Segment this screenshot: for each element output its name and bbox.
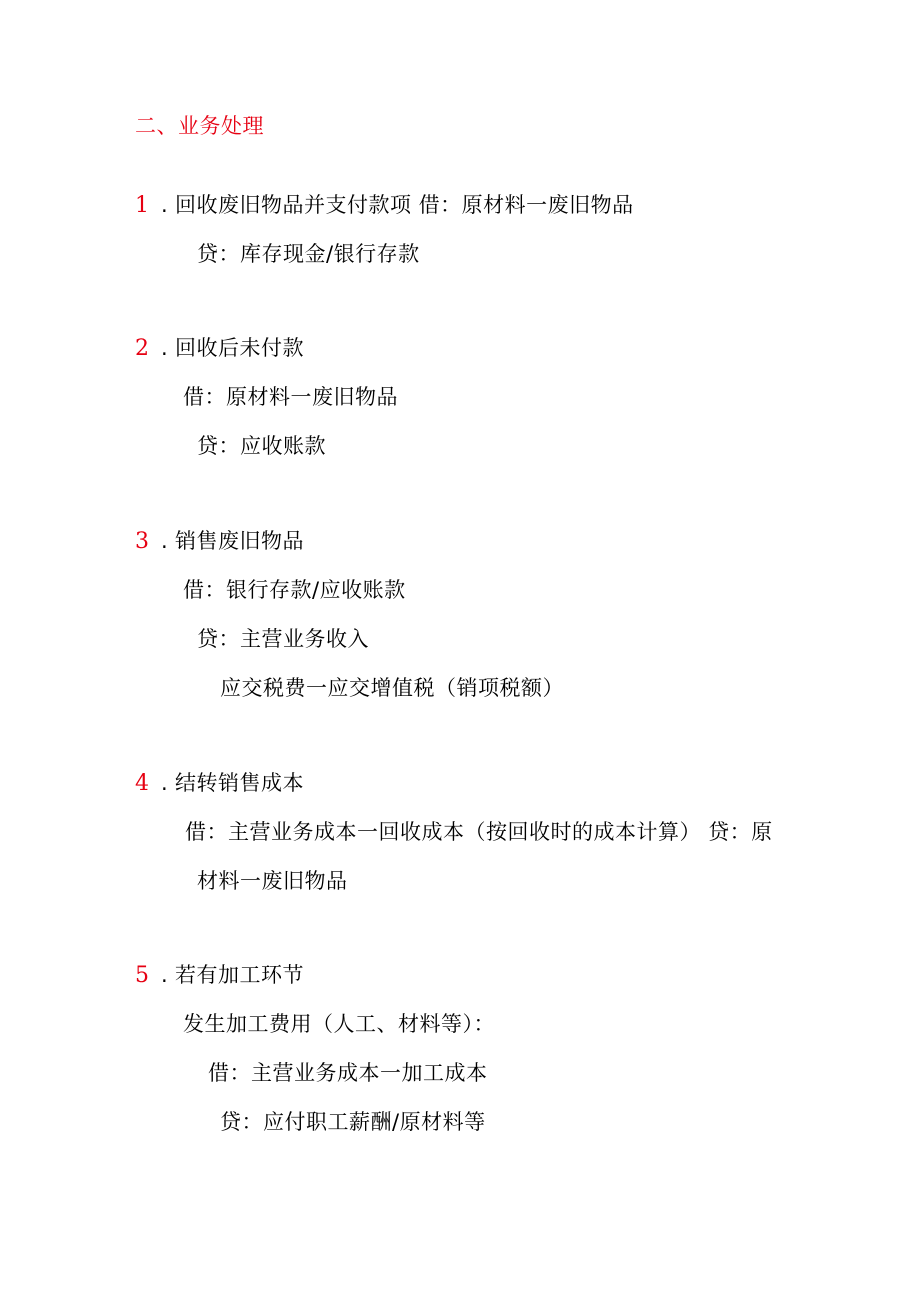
item-dot: . — [161, 193, 169, 217]
item-dot: . — [161, 529, 169, 553]
item-2-title-row — [135, 334, 304, 363]
item-title: 若有加工环节 — [175, 963, 304, 987]
item-number: 5 — [135, 963, 150, 988]
item-number: 3 — [135, 529, 150, 554]
item-title: 结转销售成本 — [175, 771, 304, 795]
section-heading: 二、业务处理 — [135, 114, 264, 138]
item-title: 回收后未付款 — [175, 336, 304, 360]
item-5-title-row — [135, 961, 304, 990]
item-1-line-1: 贷：库存现金/银行存款 — [197, 242, 420, 266]
item-5-line-1: 发生加工费用（人工、材料等）： — [183, 1012, 495, 1036]
item-4-line-2: 材料一废旧物品 — [197, 869, 348, 893]
item-title: 销售废旧物品 — [175, 529, 304, 553]
item-3-line-2: 贷：主营业务收入 — [197, 627, 369, 651]
item-number: 4 — [135, 771, 150, 796]
item-4-title-row — [135, 769, 304, 798]
item-2-line-2: 贷：应收账款 — [197, 434, 326, 458]
item-5-line-2: 借：主营业务成本一加工成本 — [208, 1061, 488, 1085]
item-5-line-3: 贷：应付职工薪酬/原材料等 — [220, 1110, 486, 1134]
item-dot: . — [161, 963, 169, 987]
item-number: 1 — [135, 193, 150, 218]
item-3-line-3: 应交税费一应交增值税（销项税额） — [220, 676, 564, 700]
item-1-title-row — [135, 191, 634, 220]
item-dot: . — [161, 771, 169, 795]
item-title: 回收废旧物品并支付款项 借：原材料一废旧物品 — [175, 193, 634, 217]
item-dot: . — [161, 336, 169, 360]
item-2-line-1: 借：原材料一废旧物品 — [183, 385, 398, 409]
item-3-title-row — [135, 527, 304, 556]
item-3-line-1: 借：银行存款/应收账款 — [183, 578, 406, 602]
item-4-line-1: 借：主营业务成本一回收成本（按回收时的成本计算） 贷：原 — [185, 820, 773, 844]
item-number: 2 — [135, 336, 150, 361]
